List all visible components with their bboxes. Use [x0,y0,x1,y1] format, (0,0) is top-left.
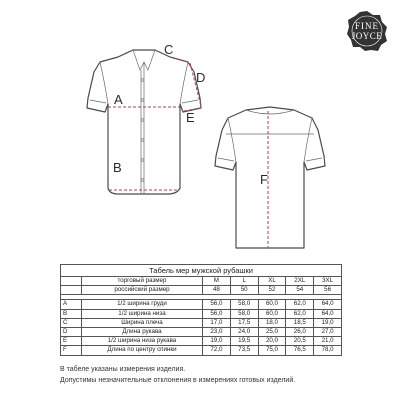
label-b: B [113,160,122,175]
label-a: A [114,92,123,107]
table-cell: 62,0 [286,300,314,309]
table-cell: 56,0 [202,309,230,318]
table-row [61,309,342,318]
table-header-cell: 52 [258,286,286,295]
row-label: Длина по центру спинки [82,346,203,355]
table-header-cell: 56 [314,286,342,295]
table-cell: 17,0 [202,318,230,327]
table-cell: 62,0 [286,309,314,318]
table-row [61,300,342,309]
table-cell: 17,5 [230,318,258,327]
table-title: Табель мер мужской рубашки [61,265,342,277]
size-table-container [60,264,342,356]
table-cell: 26,0 [286,327,314,336]
table-cell: 18,5 [286,318,314,327]
table-cell: 20,5 [286,337,314,346]
note-line: Допустимы незначительные отклонения в измерениях готовых изделий. [60,377,296,384]
label-f: F [260,172,268,187]
table-cell: 19,0 [202,337,230,346]
back-shirt-outline [215,107,325,248]
table-cell: 64,0 [314,300,342,309]
table-cell: 56,0 [202,300,230,309]
row-letter: F [61,346,82,355]
table-cell: 75,0 [258,346,286,355]
row-letter: D [61,327,82,336]
row-label: 1/2 ширина низа [82,309,203,318]
notes-block [60,364,295,386]
table-row [61,337,342,346]
label-e: E [186,110,195,125]
table-cell: 20,0 [258,337,286,346]
table-header-cell: XL [258,277,286,286]
table-header-label: российский размер [82,286,203,295]
table-cell: 23,0 [202,327,230,336]
table-cell [61,277,82,286]
front-shirt-outline [87,50,201,194]
table-cell: 58,0 [230,309,258,318]
table-header-cell: 50 [230,286,258,295]
table-header-cell: 54 [286,286,314,295]
row-letter: A [61,300,82,309]
label-d: D [196,70,206,85]
table-cell: 19,5 [230,337,258,346]
logo-line-1: FINE [355,21,379,31]
table-cell: 19,0 [314,318,342,327]
table-row [61,327,342,336]
size-table [60,264,342,356]
row-letter: B [61,309,82,318]
table-header-row [61,277,342,286]
table-cell: 60,0 [258,309,286,318]
note-line: В табеле указаны измерения изделия. [60,366,186,373]
table-header-label: торговый размер [82,277,203,286]
table-header-cell: 48 [202,286,230,295]
table-row [61,318,342,327]
table-cell: 25,0 [258,327,286,336]
table-header-row [61,286,342,295]
table-cell: 24,0 [230,327,258,336]
brand-logo-text [346,10,388,52]
table-header-cell: M [202,277,230,286]
table-cell: 64,0 [314,309,342,318]
row-label: Длина рукава [82,327,203,336]
table-row [61,346,342,355]
row-label: Ширина плеча [82,318,203,327]
table-cell: 18,0 [258,318,286,327]
table-cell [61,286,82,295]
table-cell: 72,0 [202,346,230,355]
table-cell: 76,5 [286,346,314,355]
table-header-cell: L [230,277,258,286]
row-label: 1/2 ширина груди [82,300,203,309]
table-title-row [61,265,342,277]
table-cell: 58,0 [230,300,258,309]
row-letter: C [61,318,82,327]
table-cell: 73,5 [230,346,258,355]
row-label: 1/2 ширина низа рукава [82,337,203,346]
logo-line-2: JOYCE [351,31,383,41]
table-cell: 60,0 [258,300,286,309]
table-cell: 78,0 [314,346,342,355]
table-cell: 27,0 [314,327,342,336]
label-c: C [164,42,174,57]
table-header-cell: 3XL [314,277,342,286]
table-header-cell: 2XL [286,277,314,286]
row-letter: E [61,337,82,346]
table-cell: 21,0 [314,337,342,346]
